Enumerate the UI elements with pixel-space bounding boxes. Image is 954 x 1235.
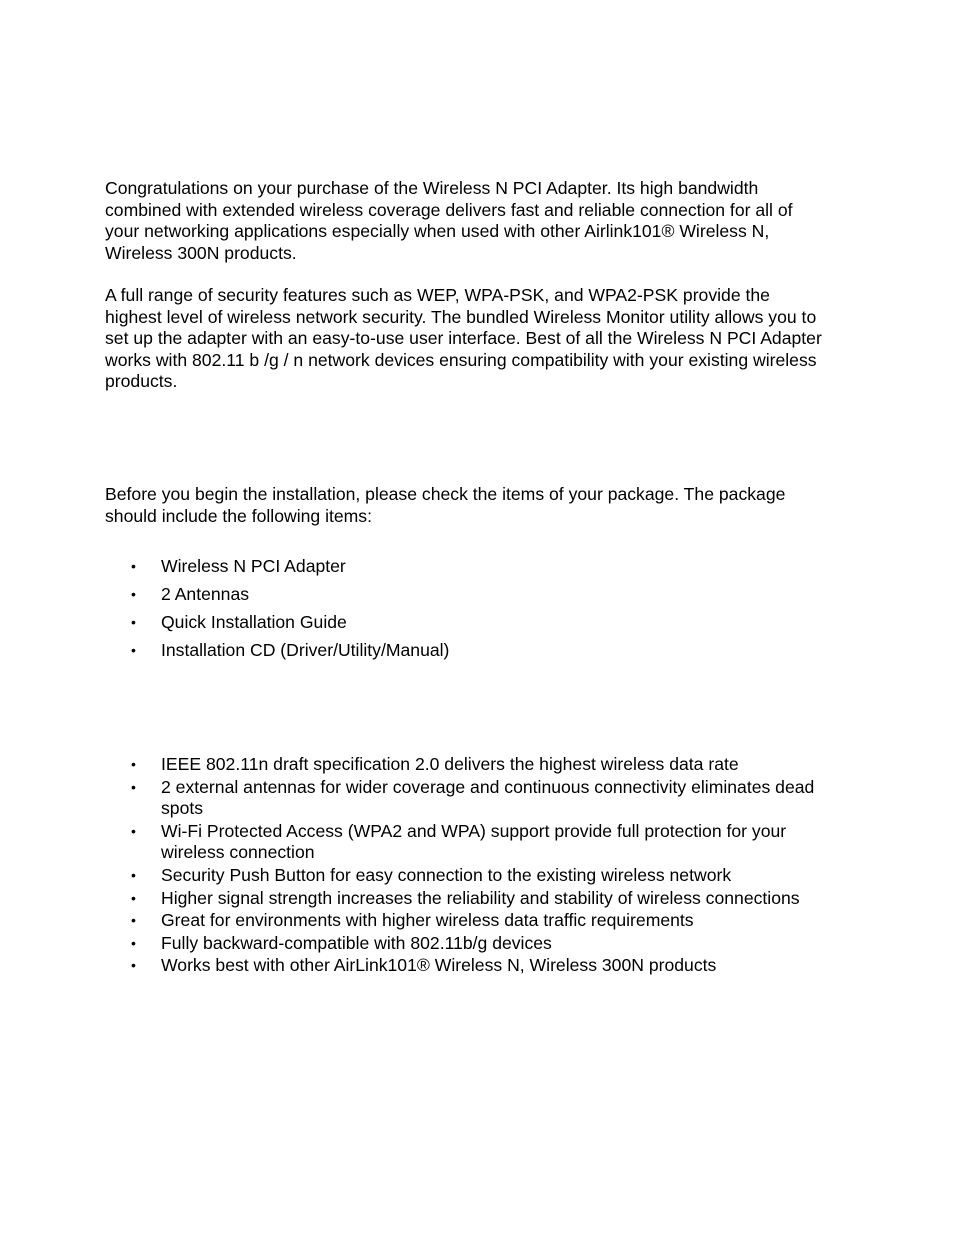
list-item-text: Fully backward-compatible with 802.11b/g devices: [161, 932, 552, 953]
list-item-text: Works best with other AirLink101® Wireless N, Wireless 300N products: [161, 955, 717, 976]
bullet-icon: •: [131, 558, 136, 574]
list-item: [105, 821, 825, 864]
list-item: [105, 584, 825, 606]
list-item-text: IEEE 802.11n draft specification 2.0 delivers the highest wireless data rate: [161, 754, 739, 774]
bullet-icon: •: [131, 822, 136, 839]
bullet-icon: •: [131, 866, 136, 883]
package-contents-paragraph: Before you begin the installation, please check the items of your package. The package should include the following items:: [105, 484, 786, 526]
bullet-icon: •: [131, 912, 136, 929]
bullet-icon: •: [131, 889, 136, 906]
list-item-text: Great for environments with higher wireless data traffic requirements: [161, 910, 694, 931]
bullet-icon: •: [131, 613, 136, 630]
list-item-text: Wireless N PCI Adapter: [161, 556, 346, 576]
list-item: [105, 777, 825, 820]
bullet-icon: •: [131, 756, 136, 772]
intro-paragraph-1: Congratulations on your purchase of the Wireless N PCI Adapter. Its high bandwidth combined with extended wireless coverage delivers fast and reliable connection for all of your networking applications especially when used with other Airlink101® Wireless N, Wireless 300N products.: [105, 178, 793, 263]
bullet-icon: •: [131, 585, 136, 602]
package-contents-list: [105, 556, 825, 668]
list-item: [105, 556, 825, 578]
bullet-icon: •: [131, 957, 136, 974]
list-item-text: 2 external antennas for wider coverage and continuous connectivity eliminates dead spots: [161, 776, 815, 819]
list-item: [105, 955, 825, 977]
list-item-text: 2 Antennas: [161, 583, 250, 604]
list-item-text: Higher signal strength increases the reliability and stability of wireless connections: [161, 887, 800, 908]
list-item-text: Wi-Fi Protected Access (WPA2 and WPA) support provide full protection for your wireless connection: [161, 820, 787, 863]
bullet-icon: •: [131, 641, 136, 658]
list-item: [105, 612, 825, 634]
list-item: [105, 754, 825, 776]
bullet-icon: •: [131, 778, 136, 795]
features-list: [105, 754, 825, 978]
bullet-icon: •: [131, 934, 136, 951]
list-item: [105, 910, 825, 932]
intro-paragraph-2: A full range of security features such as WEP, WPA-PSK, and WPA2-PSK provide the highest level of wireless network security. The bundled Wireless Monitor utility allows you to set up the adapter with an easy-to-use user interface. Best of all the Wireless N PCI Adapter works with 802.11 b /g / n network devices ensuring compatibility with your existing wireless products.: [105, 285, 822, 392]
list-item-text: Quick Installation Guide: [161, 611, 347, 632]
list-item-text: Security Push Button for easy connection to the existing wireless network: [161, 864, 732, 885]
list-item: [105, 865, 825, 887]
list-item: [105, 640, 825, 662]
list-item-text: Installation CD (Driver/Utility/Manual): [161, 639, 450, 660]
list-item: [105, 888, 825, 910]
list-item: [105, 933, 825, 955]
